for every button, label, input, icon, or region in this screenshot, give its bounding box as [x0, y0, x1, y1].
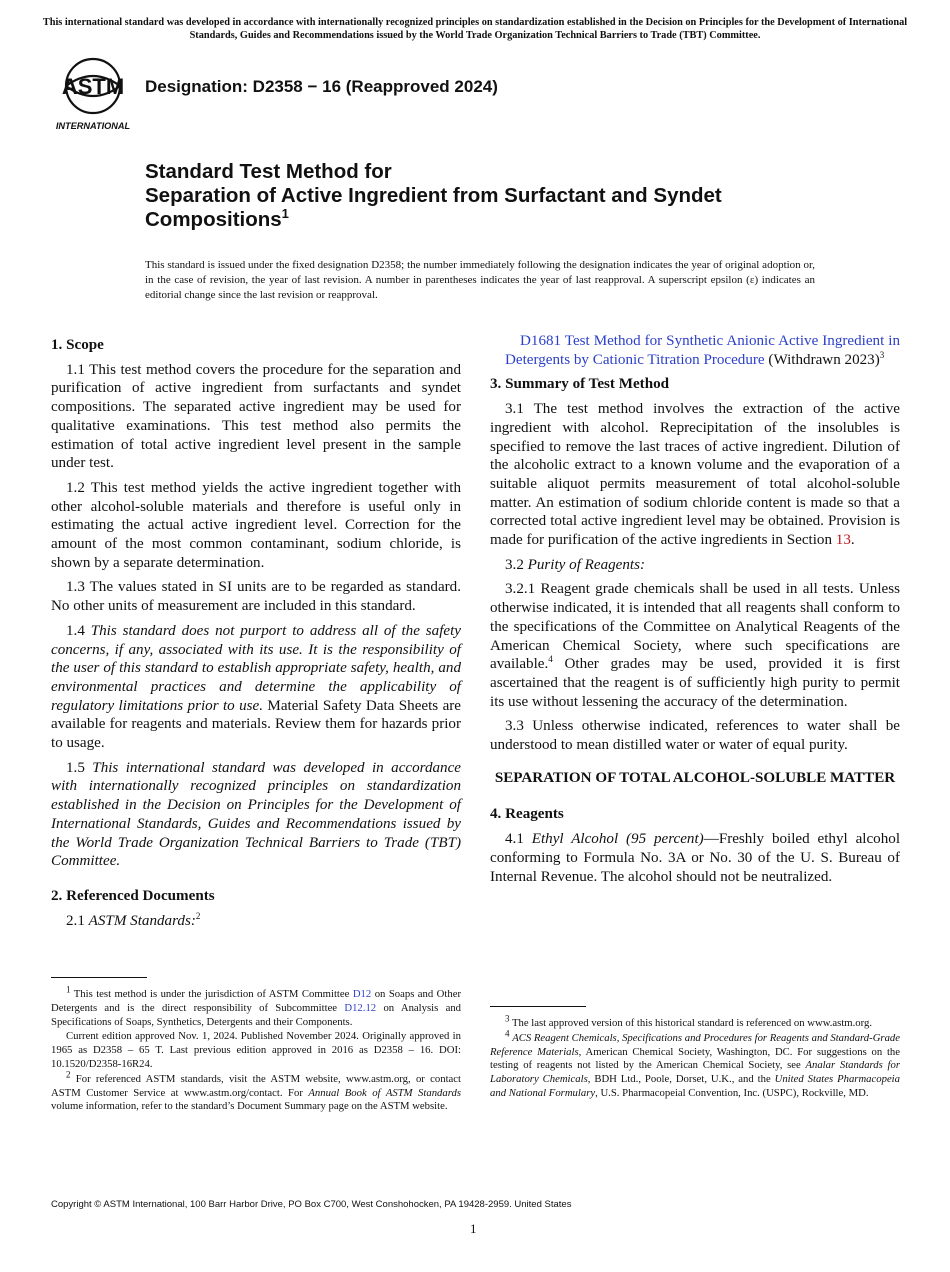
ref-link-d1681[interactable]: D1681	[520, 333, 562, 349]
left-column	[51, 332, 461, 936]
para-1-2: 1.2 This test method yields the active ingredient together with other alcohol-soluble materials and therefore is useful only in estimating the actual active ingredient level. Correction for the amount of the most common contaminant, sodium chloride, is shown by a separate determination.	[51, 479, 461, 571]
astm-logo	[52, 56, 134, 132]
copyright: Copyright © ASTM International, 100 Barr Harbor Drive, PO Box C700, West Conshohocken, PA 19428-2959. United States	[51, 1199, 572, 1210]
section-title: SEPARATION OF TOTAL ALCOHOL-SOLUBLE MATTER	[494, 769, 896, 786]
footnote-rule-right	[490, 1006, 586, 1007]
para-1-4: 1.4 This standard does not purport to address all of the safety concerns, if any, associated with its use. It is the responsibility of the user of this standard to establish appropriate safety, health, and environmental practices and determine the applicability of regulatory limitations prior to use. Material Safety Data Sheets are available for reagents and materials. Review them for hazards prior to usage.	[51, 622, 462, 752]
title-line-1: Standard Test Method for	[145, 160, 392, 183]
title-line-2: Separation of Active Ingredient from Surfactant and Syndet Compositions$^1$	[145, 184, 722, 231]
refdocs-heading: 2. Referenced Documents	[51, 887, 215, 904]
para-3-1: 3.1 The test method involves the extraction of the active ingredient with alcohol. Reprecipitation of the insolubles is specified to remove the last traces of active ingredient. Dilution of the alcoholic extract to a known volume and the evaporation of a suitable aliquot permits measurement of total alcohol-soluble matter. An estimation of sodium chloride content is made so that a corrected total active ingredient level may be obtained. Provision is made for purification of the active ingredients in Section 13.	[490, 401, 900, 549]
committee-d12-link[interactable]: D12	[352, 988, 372, 1000]
logo-word: INTERNATIONAL	[55, 121, 131, 131]
designation: Designation: D2358 − 16 (Reapproved 2024)	[145, 77, 498, 96]
footnote-3: $^3$ The last approved version of this historical standard is referenced on www.astm.org.	[505, 1013, 872, 1029]
footnote-2: $^2$ For referenced ASTM standards, visit the ASTM website, www.astm.org, or contact ASTM Customer Service at www.astm.org/contact. For Annual Book of ASTM Standards volume information, refer to the standard’s Document Summary page on the ASTM website.	[51, 1069, 462, 1113]
para-4-1: 4.1 Ethyl Alcohol (95 percent)—Freshly boiled ethyl alcohol conforming to Formula No. 3A or No. 30 of the U. S. Bureau of Internal Revenue. The alcohol should not be neutralized.	[490, 831, 901, 885]
summary-heading: 3. Summary of Test Method	[490, 376, 670, 393]
footnote-mark-4[interactable]: 4	[548, 654, 553, 665]
para-1-5: 1.5 This international standard was developed in accordance with internationally recognized principles on standardization established in the Decision on Principles for the Development of International Standards, Guides and Recommendations issued by the World Trade Organization Technical Barriers to Trade (TBT) Committee.	[51, 759, 461, 870]
footnote-mark-3[interactable]: 3	[879, 349, 885, 360]
para-3-3: 3.3 Unless otherwise indicated, references to water shall be understood to mean distilled water or water of equal purity.	[490, 718, 900, 754]
para-3-2: 3.2 Purity of Reagents:	[505, 556, 646, 573]
para-2-1: 2.1 ASTM Standards:$^2$	[66, 910, 201, 929]
referenced-standard: D1681 Test Method for Synthetic Anionic Active Ingredient in Detergents by Cationic Titration Procedure (Withdrawn 2023)$^3$	[505, 333, 900, 368]
title-footnote-mark[interactable]: 1	[281, 206, 289, 222]
footnote-1-edition: Current edition approved Nov. 1, 2024. Published November 2024. Originally approved in 1965 as D2358 – 65 T. Last previous edition approved in 2016 as D2358 – 16. DOI: 10.1520/D2358-16R24.	[51, 1030, 461, 1070]
footnote-rule-left	[51, 977, 147, 978]
para-1-1: 1.1 This test method covers the procedure for the separation and purification of active ingredient from surfactants and syndet compositions. The separated active ingredient may be used for qualitative examinations. This test method also permits the estimation of total active ingredient level present in the sample under test.	[51, 361, 461, 472]
footnote-1: $^1$ This test method is under the jurisdiction of ASTM Committee D12 on Soaps and Other Detergents and is the direct responsibility of Subcommittee D12.12 on Analysis and Specifications of Soaps, Synthetics, Detergents and their Components.	[51, 984, 462, 1028]
section-13-link[interactable]: 13	[835, 532, 851, 549]
document-title	[145, 160, 845, 232]
logo-letters: ASTM	[61, 74, 125, 99]
footnote-4: $^4$ ACS Reagent Chemicals, Specifications and Procedures for Reagents and Standard-Grade Reference Materials, American Chemical Society, Washington, DC. For suggestions on the testing of reagents not listed by the American Chemical Society, see Analar Standards for Laboratory Chemicals, BDH Ltd., Poole, Dorset, U.K., and the United States Pharmacopeia and National Formulary, U.S. Pharmacopeial Convention, Inc. (USPC), Rockville, MD.	[490, 1028, 901, 1099]
tbt-notice: This international standard was developed in accordance with internationally recognized principles on standardization established in the Decision on Principles for the Development of International Standards, Guides and Recommendations issued by the World Trade Organization Technical Barriers to Trade (TBT) Committee.	[42, 17, 908, 41]
scope-heading: 1. Scope	[51, 337, 104, 353]
para-3-2-1: 3.2.1 Reagent grade chemicals shall be used in all tests. Unless otherwise indicated, it is intended that all reagents shall conform to the specifications of the Committee on Analytical Reagents of the American Chemical Society, where such specifications are available.$^4$ Other grades may be used, provided it is first ascertained that the reagent is of sufficiently high purity to permit its use without lessening the accuracy of the determination.	[490, 581, 900, 710]
right-column	[490, 332, 900, 892]
footnotes-left	[51, 984, 462, 1115]
footnote-mark-2[interactable]: 2	[195, 910, 201, 921]
footnotes-right	[490, 1013, 901, 1102]
subcommittee-link[interactable]: D12.12	[344, 1001, 377, 1014]
para-1-3: 1.3 The values stated in SI units are to be regarded as standard. No other units of measurement are included in this standard.	[51, 579, 461, 615]
issued-note: This standard is issued under the fixed designation D2358; the number immediately following the designation indicates the year of original adoption or, in the case of revision, the year of last revision. A number in parentheses indicates the year of last reapproval. A superscript epsilon (ε) indicates an editorial change since the last revision or reapproval.	[145, 259, 815, 301]
page-number: 1	[470, 1221, 477, 1236]
ref-title-link[interactable]: Test Method for Synthetic Anionic Active Ingredient in Detergents by Cationic Titration Procedure	[505, 333, 900, 368]
reagents-heading: 4. Reagents	[490, 806, 564, 823]
